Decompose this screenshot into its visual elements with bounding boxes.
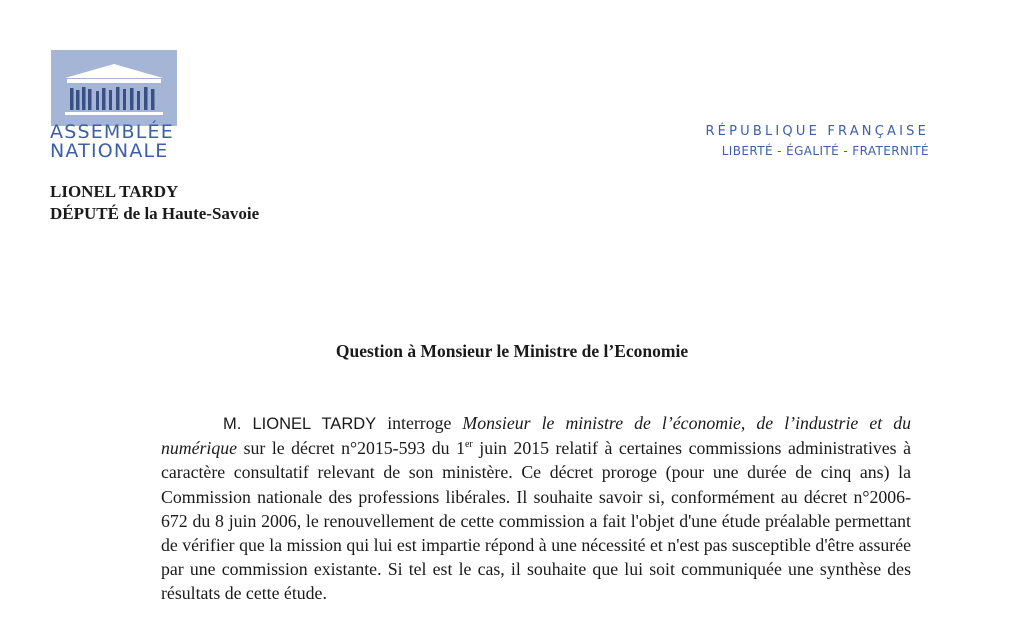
question-title: Question à Monsieur le Ministre de l’Economie [335,341,689,361]
devise: LIBERTÉ - ÉGALITÉ - FRATERNITÉ [721,144,929,158]
question-body [161,411,911,606]
body-text-part2: juin 2015 relatif à certaines commissions administratives à caractère consultatif relevant de son ministère. Ce décret proroge (pour une durée de cinq ans) la Commission nationale des professions libérales. Il souhaite savoir si, conformément au décret n°2006-672 du 8 juin 2006, le renouvellement de cette commission a fait l'objet d'une étude préalable permettant de vérifier que la mission qui lui est impartie répond à une nécessité et n'est pas susceptible d'être assurée par une commission existante. Si tel est le cas, il souhaite que lui soit communiquée une synthèse des résultats de cette étude. [161,438,911,604]
deputy-block [50,181,259,225]
assemblee-nationale-wordmark [50,123,174,161]
republique-francaise: RÉPUBLIQUE FRANÇAISE [705,124,929,139]
body-text-part1: sur le décret n°2015-593 du 1 [237,438,465,459]
nationale-line: NATIONALE [50,140,169,162]
deputy-title: DÉPUTÉ de la Haute-Savoie [50,204,260,223]
author-name: M. LIONEL TARDY [223,415,377,433]
assemblee-line: ASSEMBLÉE [50,121,174,143]
superscript-er: er [464,439,473,451]
assemblee-nationale-logo-icon [51,50,177,126]
republique-francaise-block [705,122,929,160]
deputy-name: LIONEL TARDY [50,182,179,201]
verb-text: interroge [376,413,463,433]
addressee-text: Monsieur le ministre de l’économie, de l’industrie et du numérique [161,413,911,459]
